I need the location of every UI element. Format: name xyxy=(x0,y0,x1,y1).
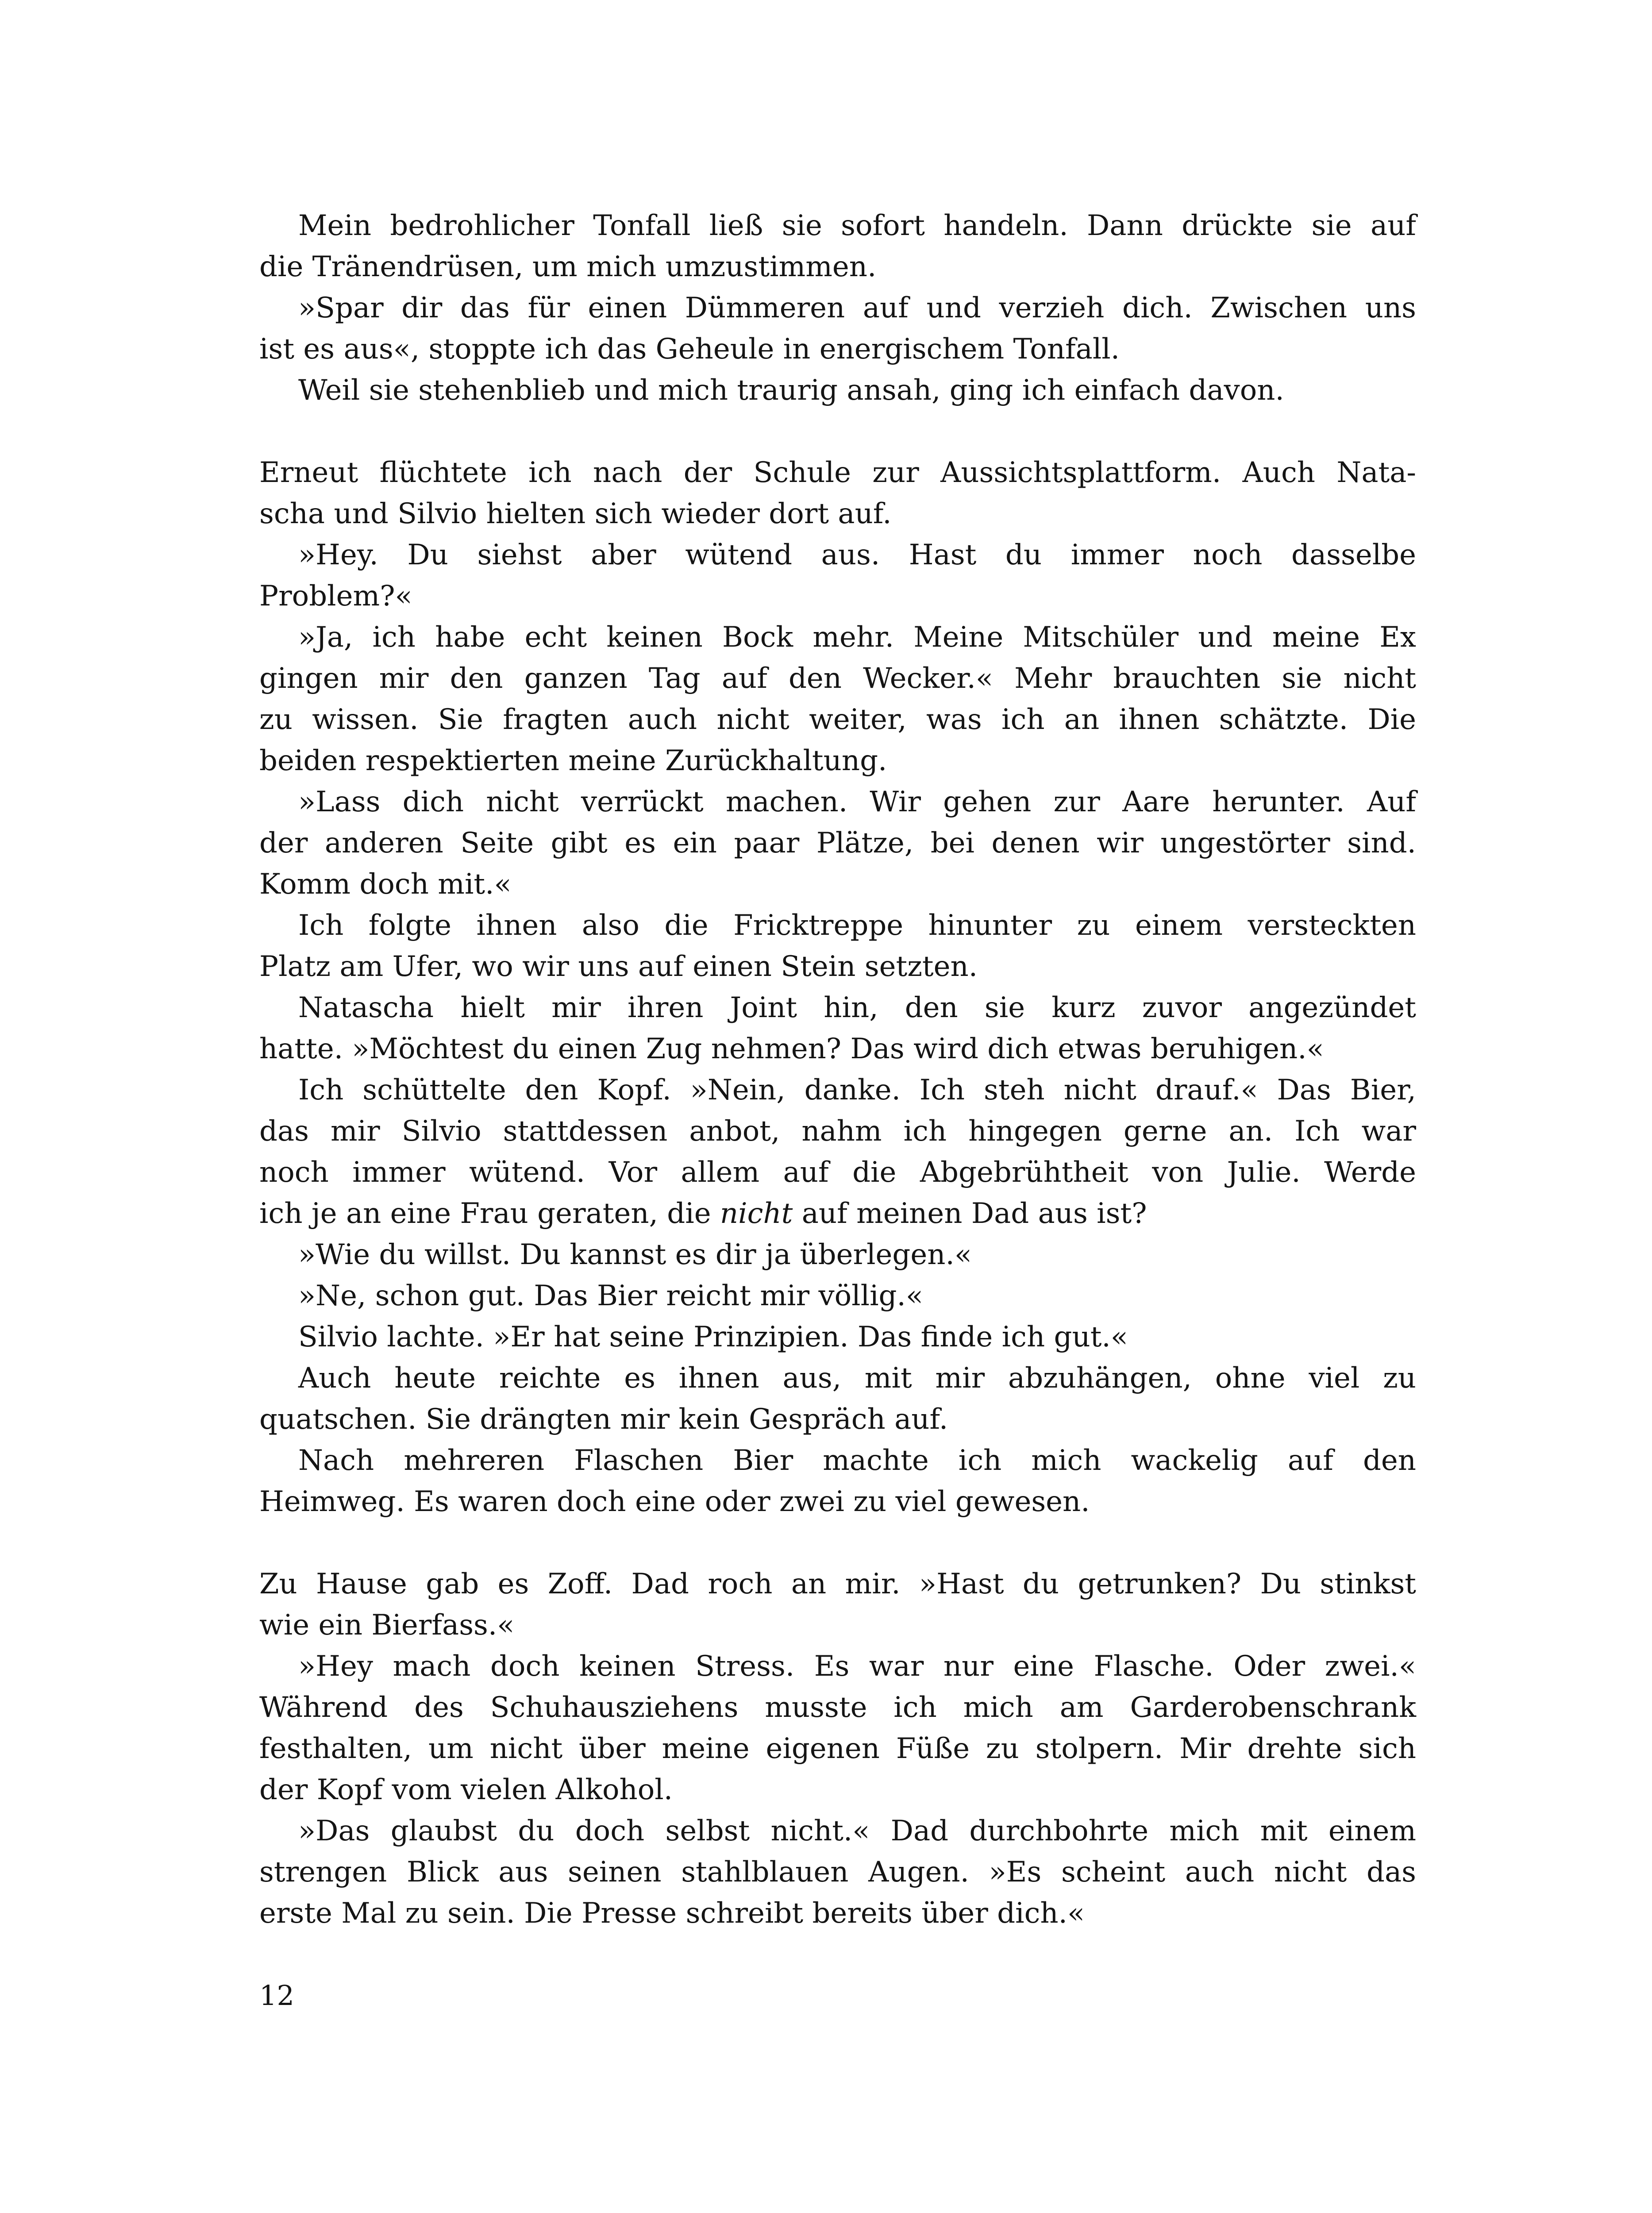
text-line: Nach mehreren Flaschen Bier machte ich mich wackelig auf den xyxy=(298,1444,1416,1477)
text-line: ist es aus«, stoppte ich das Geheule in energischem Tonfall. xyxy=(259,333,1120,366)
text-line: Mein bedrohlicher Tonfall ließ sie sofort handeln. Dann drückte sie auf xyxy=(298,209,1416,242)
text-line: beiden respektierten meine Zurückhaltung. xyxy=(259,744,887,777)
paragraph xyxy=(259,987,1416,1070)
text-line: wie ein Bierfass.« xyxy=(259,1609,515,1642)
text-segment: ich je an eine Frau geraten, die xyxy=(259,1197,720,1230)
text-line: strengen Blick aus seinen stahlblauen Augen. »Es scheint auch nicht das xyxy=(259,1856,1416,1889)
text-line: hatte. »Möchtest du einen Zug nehmen? Das wird dich etwas beruhigen.« xyxy=(259,1033,1324,1065)
text-line: Ich schüttelte den Kopf. »Nein, danke. Ich steh nicht drauf.« Das Bier, xyxy=(298,1074,1416,1106)
text-line: »Hey. Du siehst aber wütend aus. Hast du immer noch dasselbe xyxy=(298,539,1416,571)
paragraph xyxy=(259,1358,1416,1440)
paragraph xyxy=(259,1317,1416,1358)
paragraph xyxy=(259,1811,1416,1934)
text-line: Platz am Ufer, wo wir uns auf einen Stein setzten. xyxy=(259,950,978,983)
text-line: »Ja, ich habe echt keinen Bock mehr. Meine Mitschüler und meine Ex xyxy=(298,621,1416,654)
paragraph xyxy=(259,782,1416,905)
text-line: Ich folgte ihnen also die Fricktreppe hinunter zu einem versteckten xyxy=(298,909,1416,942)
text-line: der anderen Seite gibt es ein paar Plätze, bei denen wir ungestörter sind. xyxy=(259,827,1416,860)
text-line: Auch heute reichte es ihnen aus, mit mir abzuhängen, ohne viel zu xyxy=(298,1362,1416,1395)
paragraph xyxy=(259,905,1416,987)
paragraph xyxy=(259,1646,1416,1811)
text-line: Silvio lachte. »Er hat seine Prinzipien. Das finde ich gut.« xyxy=(298,1321,1128,1353)
text-line: Natascha hielt mir ihren Joint hin, den sie kurz zuvor angezündet xyxy=(298,991,1416,1024)
paragraph xyxy=(259,1276,1416,1317)
text-line: Erneut flüchtete ich nach der Schule zur Aussichtsplattform. Auch Nata- xyxy=(259,456,1416,489)
text-section xyxy=(259,452,1416,1523)
paragraph xyxy=(259,1070,1416,1234)
text-line: Problem?« xyxy=(259,580,412,613)
paragraph xyxy=(259,1234,1416,1276)
text-line: das mir Silvio stattdessen anbot, nahm ich hingegen gerne an. Ich war xyxy=(259,1115,1416,1148)
paragraph xyxy=(259,617,1416,782)
text-line: die Tränendrüsen, um mich umzustimmen. xyxy=(259,251,877,283)
text-line: zu wissen. Sie fragten auch nicht weiter, was ich an ihnen schätzte. Die xyxy=(259,703,1416,736)
text-line: »Das glaubst du doch selbst nicht.« Dad durchbohrte mich mit einem xyxy=(298,1815,1416,1847)
text-line: gingen mir den ganzen Tag auf den Wecker.« Mehr brauchten sie nicht xyxy=(259,662,1416,695)
text-line: »Ne, schon gut. Das Bier reicht mir völlig.« xyxy=(298,1280,923,1312)
text-section xyxy=(259,1564,1416,1934)
text-line: Zu Hause gab es Zoff. Dad roch an mir. »Hast du getrunken? Du stinkst xyxy=(259,1568,1416,1600)
paragraph xyxy=(259,452,1416,535)
paragraph xyxy=(259,1564,1416,1646)
text-line: scha und Silvio hielten sich wieder dort auf. xyxy=(259,497,892,530)
text-segment: auf meinen Dad aus ist? xyxy=(793,1197,1147,1230)
text-line: »Spar dir das für einen Dümmeren auf und verzieh dich. Zwischen uns xyxy=(298,292,1416,324)
page-body-text xyxy=(259,205,1416,1934)
emphasized-text: nicht xyxy=(720,1197,793,1230)
text-line: »Lass dich nicht verrückt machen. Wir gehen zur Aare herunter. Auf xyxy=(298,786,1416,818)
text-line: »Hey mach doch keinen Stress. Es war nur eine Flasche. Oder zwei.« xyxy=(298,1650,1416,1683)
text-line xyxy=(259,1193,1416,1234)
paragraph xyxy=(259,205,1416,288)
text-section xyxy=(259,205,1416,411)
paragraph xyxy=(259,370,1416,411)
paragraph xyxy=(259,1440,1416,1523)
paragraph xyxy=(259,535,1416,617)
text-line: der Kopf vom vielen Alkohol. xyxy=(259,1773,673,1806)
text-line: Weil sie stehenblieb und mich traurig ansah, ging ich einfach davon. xyxy=(298,374,1284,407)
text-line: festhalten, um nicht über meine eigenen Füße zu stolpern. Mir drehte sich xyxy=(259,1732,1416,1765)
text-line: erste Mal zu sein. Die Presse schreibt bereits über dich.« xyxy=(259,1897,1085,1930)
text-line: Komm doch mit.« xyxy=(259,868,512,901)
text-line: »Wie du willst. Du kannst es dir ja überlegen.« xyxy=(298,1238,972,1271)
text-line: noch immer wütend. Vor allem auf die Abgebrühtheit von Julie. Werde xyxy=(259,1156,1416,1189)
text-line: Heimweg. Es waren doch eine oder zwei zu viel gewesen. xyxy=(259,1485,1090,1518)
page-number: 12 xyxy=(259,1979,294,2012)
paragraph xyxy=(259,288,1416,370)
text-line: quatschen. Sie drängten mir kein Gespräch auf. xyxy=(259,1403,948,1436)
text-line: Während des Schuhausziehens musste ich mich am Garderobenschrank xyxy=(259,1691,1416,1724)
